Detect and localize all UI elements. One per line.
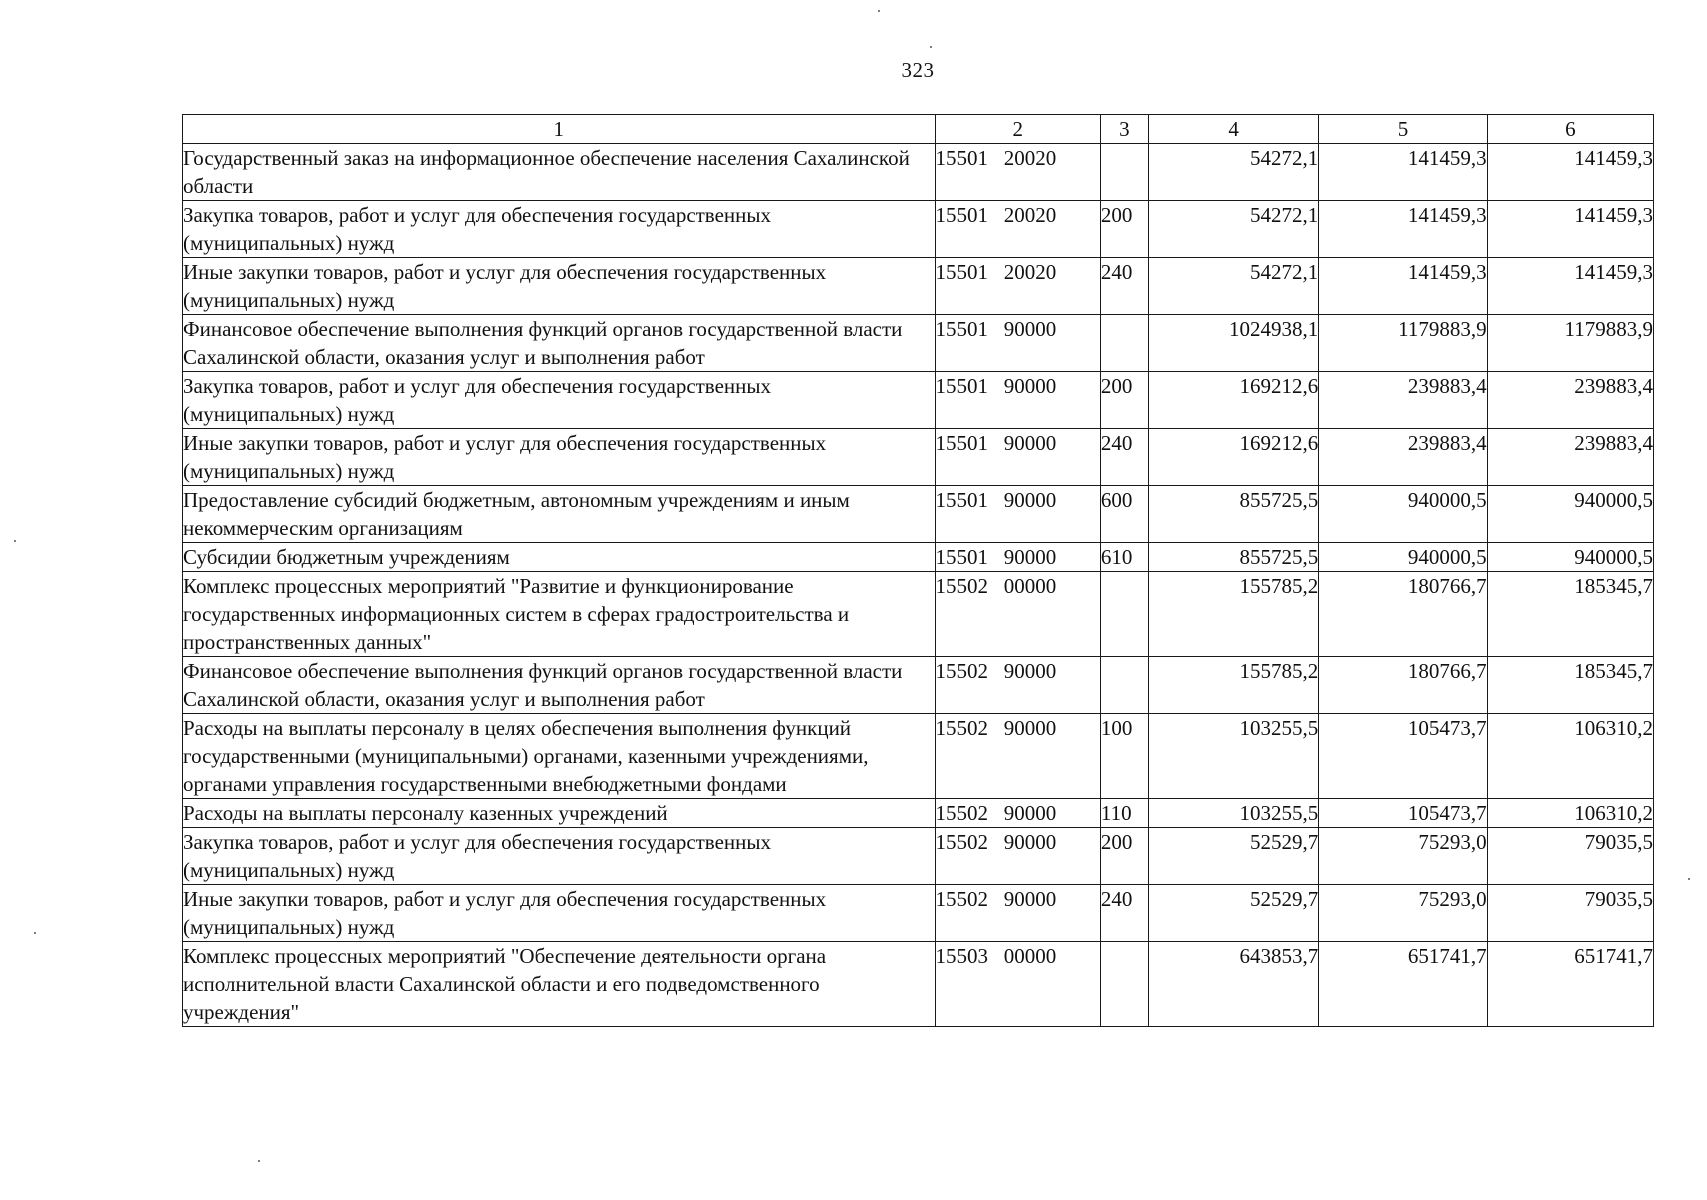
- row-value-col6: 239883,4: [1487, 372, 1653, 429]
- row-value-col5: 180766,7: [1319, 657, 1487, 714]
- scan-speck: [258, 1160, 260, 1162]
- row-value-col6: 239883,4: [1487, 429, 1653, 486]
- row-value-col5: 75293,0: [1319, 828, 1487, 885]
- row-value-col5: 180766,7: [1319, 572, 1487, 657]
- row-expense-type: 240: [1100, 885, 1148, 942]
- row-name: Комплекс процессных мероприятий "Развитие и функционирование государственных информационных систем в сферах градостроительства и пространственных данных": [183, 572, 936, 657]
- row-value-col5: 940000,5: [1319, 543, 1487, 572]
- row-target-code: 15502 90000: [935, 885, 1100, 942]
- row-expense-type: 600: [1100, 486, 1148, 543]
- row-expense-type: 240: [1100, 258, 1148, 315]
- table-row: [183, 885, 1654, 942]
- table-row: [183, 258, 1654, 315]
- table-row: [183, 372, 1654, 429]
- row-value-col6: 141459,3: [1487, 201, 1653, 258]
- column-header: 2: [935, 115, 1100, 144]
- row-expense-type: [1100, 942, 1148, 1027]
- budget-table: [182, 114, 1654, 1027]
- row-value-col6: 651741,7: [1487, 942, 1653, 1027]
- row-target-code: 15501 90000: [935, 429, 1100, 486]
- table-row: [183, 714, 1654, 799]
- row-value-col5: 75293,0: [1319, 885, 1487, 942]
- row-expense-type: [1100, 657, 1148, 714]
- table-row: [183, 315, 1654, 372]
- row-value-col5: 1179883,9: [1319, 315, 1487, 372]
- row-value-col5: 105473,7: [1319, 799, 1487, 828]
- row-value-col4: 155785,2: [1148, 572, 1318, 657]
- row-target-code: 15501 90000: [935, 315, 1100, 372]
- row-value-col4: 52529,7: [1148, 885, 1318, 942]
- row-expense-type: 240: [1100, 429, 1148, 486]
- page-number: 323: [901, 58, 935, 82]
- table-row: [183, 543, 1654, 572]
- scan-speck: [34, 932, 36, 934]
- row-value-col5: 651741,7: [1319, 942, 1487, 1027]
- row-value-col4: 54272,1: [1148, 258, 1318, 315]
- table-row: [183, 799, 1654, 828]
- row-value-col5: 239883,4: [1319, 429, 1487, 486]
- scan-speck: [1688, 878, 1690, 880]
- row-value-col5: 141459,3: [1319, 258, 1487, 315]
- row-target-code: 15501 90000: [935, 372, 1100, 429]
- row-expense-type: 200: [1100, 201, 1148, 258]
- column-header: 4: [1148, 115, 1318, 144]
- table-row: [183, 429, 1654, 486]
- row-value-col5: 141459,3: [1319, 144, 1487, 201]
- row-expense-type: 200: [1100, 372, 1148, 429]
- row-value-col6: 79035,5: [1487, 828, 1653, 885]
- row-value-col6: 141459,3: [1487, 258, 1653, 315]
- column-header: 5: [1319, 115, 1487, 144]
- table-row: [183, 572, 1654, 657]
- row-expense-type: 610: [1100, 543, 1148, 572]
- row-target-code: 15501 20020: [935, 144, 1100, 201]
- row-value-col6: 185345,7: [1487, 572, 1653, 657]
- column-header: 1: [183, 115, 936, 144]
- table-row: [183, 657, 1654, 714]
- row-target-code: 15501 20020: [935, 258, 1100, 315]
- table-row: [183, 942, 1654, 1027]
- scan-speck: [14, 540, 16, 542]
- row-value-col5: 940000,5: [1319, 486, 1487, 543]
- row-target-code: 15502 90000: [935, 828, 1100, 885]
- row-name: Расходы на выплаты персоналу в целях обеспечения выполнения функций государственными (муниципальными) органами, казенными учреждениями, органами управления государственными внебюджетными фондами: [183, 714, 936, 799]
- row-name: Иные закупки товаров, работ и услуг для обеспечения государственных (муниципальных) нужд: [183, 885, 936, 942]
- row-name: Комплекс процессных мероприятий "Обеспечение деятельности органа исполнительной власти Сахалинской области и его подведомственного учреждения": [183, 942, 936, 1027]
- row-value-col4: 155785,2: [1148, 657, 1318, 714]
- row-expense-type: 100: [1100, 714, 1148, 799]
- table-row: [183, 828, 1654, 885]
- row-name: Субсидии бюджетным учреждениям: [183, 543, 936, 572]
- row-expense-type: [1100, 572, 1148, 657]
- scan-speck: [930, 46, 932, 48]
- row-name: Финансовое обеспечение выполнения функций органов государственной власти Сахалинской области, оказания услуг и выполнения работ: [183, 657, 936, 714]
- row-value-col6: 106310,2: [1487, 799, 1653, 828]
- row-target-code: 15503 00000: [935, 942, 1100, 1027]
- scan-speck: [878, 10, 880, 12]
- row-value-col4: 855725,5: [1148, 486, 1318, 543]
- row-value-col5: 141459,3: [1319, 201, 1487, 258]
- row-value-col4: 169212,6: [1148, 429, 1318, 486]
- column-header: 6: [1487, 115, 1653, 144]
- table-header-row: [183, 115, 1654, 144]
- row-value-col6: 106310,2: [1487, 714, 1653, 799]
- row-target-code: 15502 90000: [935, 799, 1100, 828]
- row-value-col6: 940000,5: [1487, 543, 1653, 572]
- row-value-col4: 54272,1: [1148, 144, 1318, 201]
- column-header: 3: [1100, 115, 1148, 144]
- row-expense-type: [1100, 144, 1148, 201]
- row-value-col4: 169212,6: [1148, 372, 1318, 429]
- table-row: [183, 201, 1654, 258]
- row-value-col4: 643853,7: [1148, 942, 1318, 1027]
- row-value-col4: 103255,5: [1148, 714, 1318, 799]
- row-value-col4: 1024938,1: [1148, 315, 1318, 372]
- row-value-col5: 239883,4: [1319, 372, 1487, 429]
- row-expense-type: 200: [1100, 828, 1148, 885]
- row-value-col4: 54272,1: [1148, 201, 1318, 258]
- row-name: Расходы на выплаты персоналу казенных учреждений: [183, 799, 936, 828]
- row-value-col5: 105473,7: [1319, 714, 1487, 799]
- row-value-col4: 855725,5: [1148, 543, 1318, 572]
- row-name: Закупка товаров, работ и услуг для обеспечения государственных (муниципальных) нужд: [183, 372, 936, 429]
- row-value-col4: 103255,5: [1148, 799, 1318, 828]
- row-target-code: 15502 90000: [935, 657, 1100, 714]
- row-value-col4: 52529,7: [1148, 828, 1318, 885]
- row-value-col6: 940000,5: [1487, 486, 1653, 543]
- row-target-code: 15501 90000: [935, 486, 1100, 543]
- row-name: Закупка товаров, работ и услуг для обеспечения государственных (муниципальных) нужд: [183, 828, 936, 885]
- row-name: Закупка товаров, работ и услуг для обеспечения государственных (муниципальных) нужд: [183, 201, 936, 258]
- row-name: Предоставление субсидий бюджетным, автономным учреждениям и иным некоммерческим организациям: [183, 486, 936, 543]
- row-name: Финансовое обеспечение выполнения функций органов государственной власти Сахалинской области, оказания услуг и выполнения работ: [183, 315, 936, 372]
- table-row: [183, 144, 1654, 201]
- table-row: [183, 486, 1654, 543]
- row-value-col6: 141459,3: [1487, 144, 1653, 201]
- row-value-col6: 79035,5: [1487, 885, 1653, 942]
- row-expense-type: 110: [1100, 799, 1148, 828]
- row-target-code: 15501 90000: [935, 543, 1100, 572]
- row-name: Государственный заказ на информационное обеспечение населения Сахалинской области: [183, 144, 936, 201]
- row-value-col6: 1179883,9: [1487, 315, 1653, 372]
- row-target-code: 15501 20020: [935, 201, 1100, 258]
- row-name: Иные закупки товаров, работ и услуг для обеспечения государственных (муниципальных) нужд: [183, 429, 936, 486]
- row-value-col6: 185345,7: [1487, 657, 1653, 714]
- row-name: Иные закупки товаров, работ и услуг для обеспечения государственных (муниципальных) нужд: [183, 258, 936, 315]
- row-target-code: 15502 90000: [935, 714, 1100, 799]
- row-expense-type: [1100, 315, 1148, 372]
- row-target-code: 15502 00000: [935, 572, 1100, 657]
